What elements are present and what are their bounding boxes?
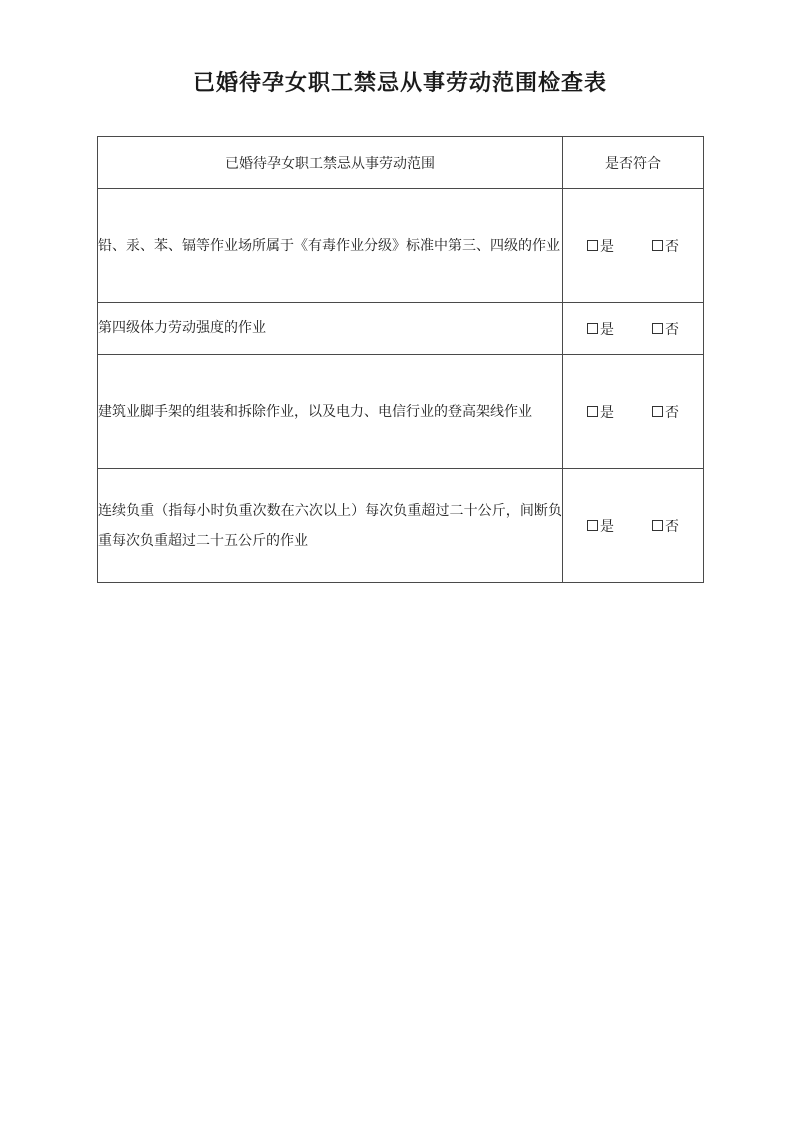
no-option[interactable] <box>652 319 679 339</box>
yes-label: 是 <box>600 321 614 338</box>
range-cell: 铅、汞、苯、镉等作业场所属于《有毒作业分级》标准中第三、四级的作业 <box>98 189 563 303</box>
compliance-cell <box>563 469 704 583</box>
yes-checkbox[interactable] <box>587 240 598 251</box>
yes-checkbox[interactable] <box>587 520 598 531</box>
check-table <box>97 136 704 583</box>
yes-option[interactable] <box>587 402 614 422</box>
compliance-cell <box>563 303 704 355</box>
yes-label: 是 <box>600 238 614 255</box>
compliance-cell <box>563 189 704 303</box>
table-row <box>98 189 704 303</box>
no-option[interactable] <box>652 402 679 422</box>
range-column-header: 已婚待孕女职工禁忌从事劳动范围 <box>98 137 563 189</box>
yes-label: 是 <box>600 404 614 421</box>
no-label: 否 <box>665 238 679 255</box>
yes-checkbox[interactable] <box>587 406 598 417</box>
no-label: 否 <box>665 518 679 535</box>
range-cell: 建筑业脚手架的组装和拆除作业，以及电力、电信行业的登高架线作业 <box>98 355 563 469</box>
yes-checkbox[interactable] <box>587 323 598 334</box>
yes-option[interactable] <box>587 516 614 536</box>
yes-option[interactable] <box>587 319 614 339</box>
no-checkbox[interactable] <box>652 520 663 531</box>
page-title: 已婚待孕女职工禁忌从事劳动范围检查表 <box>192 71 607 96</box>
range-cell: 第四级体力劳动强度的作业 <box>98 303 563 355</box>
table-row <box>98 303 704 355</box>
yes-option[interactable] <box>587 236 614 256</box>
no-checkbox[interactable] <box>652 240 663 251</box>
range-cell: 连续负重（指每小时负重次数在六次以上）每次负重超过二十公斤，间断负重每次负重超过二十五公斤的作业 <box>98 469 563 583</box>
no-option[interactable] <box>652 516 679 536</box>
table-row <box>98 469 704 583</box>
no-checkbox[interactable] <box>652 406 663 417</box>
no-checkbox[interactable] <box>652 323 663 334</box>
compliance-cell <box>563 355 704 469</box>
compliance-column-header: 是否符合 <box>563 137 704 189</box>
no-option[interactable] <box>652 236 679 256</box>
no-label: 否 <box>665 321 679 338</box>
table-row <box>98 355 704 469</box>
yes-label: 是 <box>600 518 614 535</box>
no-label: 否 <box>665 404 679 421</box>
table-header-row <box>98 137 704 189</box>
